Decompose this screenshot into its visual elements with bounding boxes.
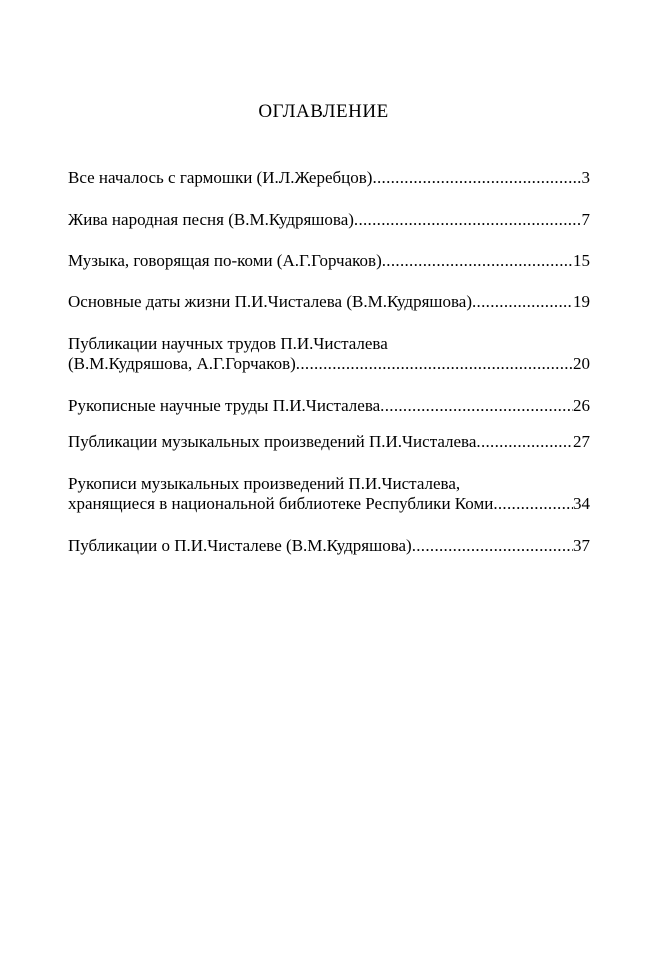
page-title: ОГЛАВЛЕНИЕ xyxy=(258,101,389,122)
toc-entry-title: Публикации музыкальных произведений П.И.Чисталева xyxy=(68,432,477,451)
toc-line xyxy=(68,474,590,494)
toc-entry xyxy=(68,168,590,188)
toc-entry-title-continued: (В.М.Кудряшова, А.Г.Горчаков) xyxy=(68,354,296,373)
toc-entry xyxy=(68,292,590,312)
toc-entry xyxy=(68,396,590,416)
toc-line xyxy=(68,354,590,374)
toc-line xyxy=(68,494,590,514)
toc-entry-title: Основные даты жизни П.И.Чисталева (В.М.Кудряшова) xyxy=(68,292,472,311)
toc-page-number: 34 xyxy=(573,494,590,513)
toc-page-number: 15 xyxy=(573,251,590,270)
dot-leader xyxy=(380,396,573,416)
toc-line xyxy=(68,210,590,230)
toc-page-number: 20 xyxy=(573,354,590,373)
toc-page-number: 7 xyxy=(581,210,590,229)
dot-leader xyxy=(296,354,573,374)
toc-entry xyxy=(68,474,590,514)
toc-entry xyxy=(68,251,590,271)
toc-entry xyxy=(68,432,590,452)
toc-line xyxy=(68,432,590,452)
dot-leader xyxy=(382,251,573,271)
toc-entry xyxy=(68,210,590,230)
toc-line xyxy=(68,251,590,271)
toc-entry-title-continued: хранящиеся в национальной библиотеке Республики Коми xyxy=(68,494,494,513)
toc-page-number: 19 xyxy=(573,292,590,311)
toc-line xyxy=(68,292,590,312)
toc-entry-title: Публикации научных трудов П.И.Чисталева xyxy=(68,334,388,353)
toc-page-number: 3 xyxy=(581,168,590,187)
dot-leader xyxy=(476,432,573,452)
toc-page-number: 27 xyxy=(573,432,590,451)
toc-page-number: 26 xyxy=(573,396,590,415)
toc-entry-title: Рукописные научные труды П.И.Чисталева xyxy=(68,396,381,415)
toc-entry-title: Музыка, говорящая по-коми (А.Г.Горчаков) xyxy=(68,251,382,270)
toc-line xyxy=(68,334,590,354)
toc-entry xyxy=(68,334,590,374)
dot-leader xyxy=(493,494,573,514)
toc-entry-title: Жива народная песня (В.М.Кудряшова) xyxy=(68,210,354,229)
toc-entry-title: Публикации о П.И.Чисталеве (В.М.Кудряшова) xyxy=(68,536,412,555)
dot-leader xyxy=(354,210,582,230)
toc-entry-title: Все началось с гармошки (И.Л.Жеребцов) xyxy=(68,168,373,187)
toc-entry-title: Рукописи музыкальных произведений П.И.Чисталева, xyxy=(68,474,461,493)
toc-line xyxy=(68,168,590,188)
toc-entry xyxy=(68,536,590,556)
dot-leader xyxy=(472,292,573,312)
toc-line xyxy=(68,396,590,416)
toc-line xyxy=(68,536,590,556)
toc-page-number: 37 xyxy=(573,536,590,555)
dot-leader xyxy=(372,168,581,188)
dot-leader xyxy=(412,536,573,556)
